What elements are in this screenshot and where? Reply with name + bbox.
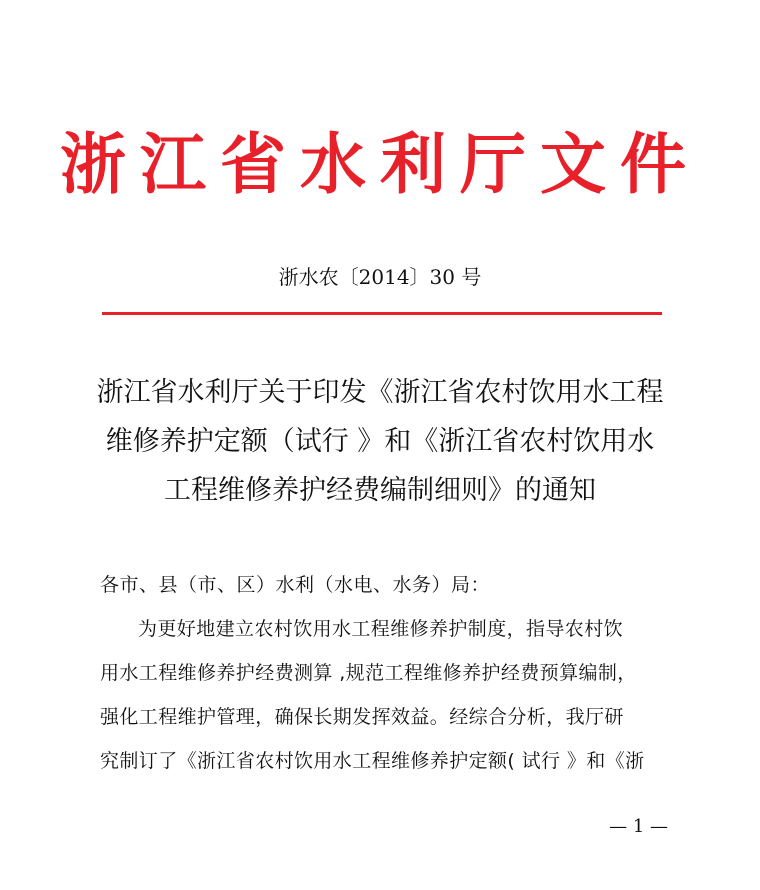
body-line: 强化工程维护管理，确保长期发挥效益。经综合分析，我厅研: [100, 706, 624, 728]
notice-title: [80, 368, 680, 515]
body-line: 用水工程维修养护经费测算 ,规范工程维修养护经费预算编制，: [100, 662, 637, 684]
title-line: 工程维修养护经费编制细则》的通知: [164, 475, 596, 506]
red-divider-line: [102, 312, 662, 315]
body-line: 为更好地建立农村饮用水工程维修养护制度，指导农村饮: [138, 618, 624, 640]
title-line: 维修养护定额（试行 》和《浙江省农村饮用水: [105, 426, 655, 457]
salutation: 各市、县（市、区）水利（水电、水务）局：: [100, 574, 491, 596]
masthead-title: 浙江省水利厅文件: [60, 126, 700, 203]
page-number: — 1 —: [609, 816, 668, 837]
document-number: 浙水农〔2014〕30 号: [278, 265, 482, 289]
title-line: 浙江省水利厅关于印发《浙江省农村饮用水工程: [96, 377, 664, 408]
body-line: 究制订了《浙江省农村饮用水工程维修养护定额( 试行 》和《浙: [100, 750, 645, 772]
body-paragraph: [100, 607, 660, 783]
